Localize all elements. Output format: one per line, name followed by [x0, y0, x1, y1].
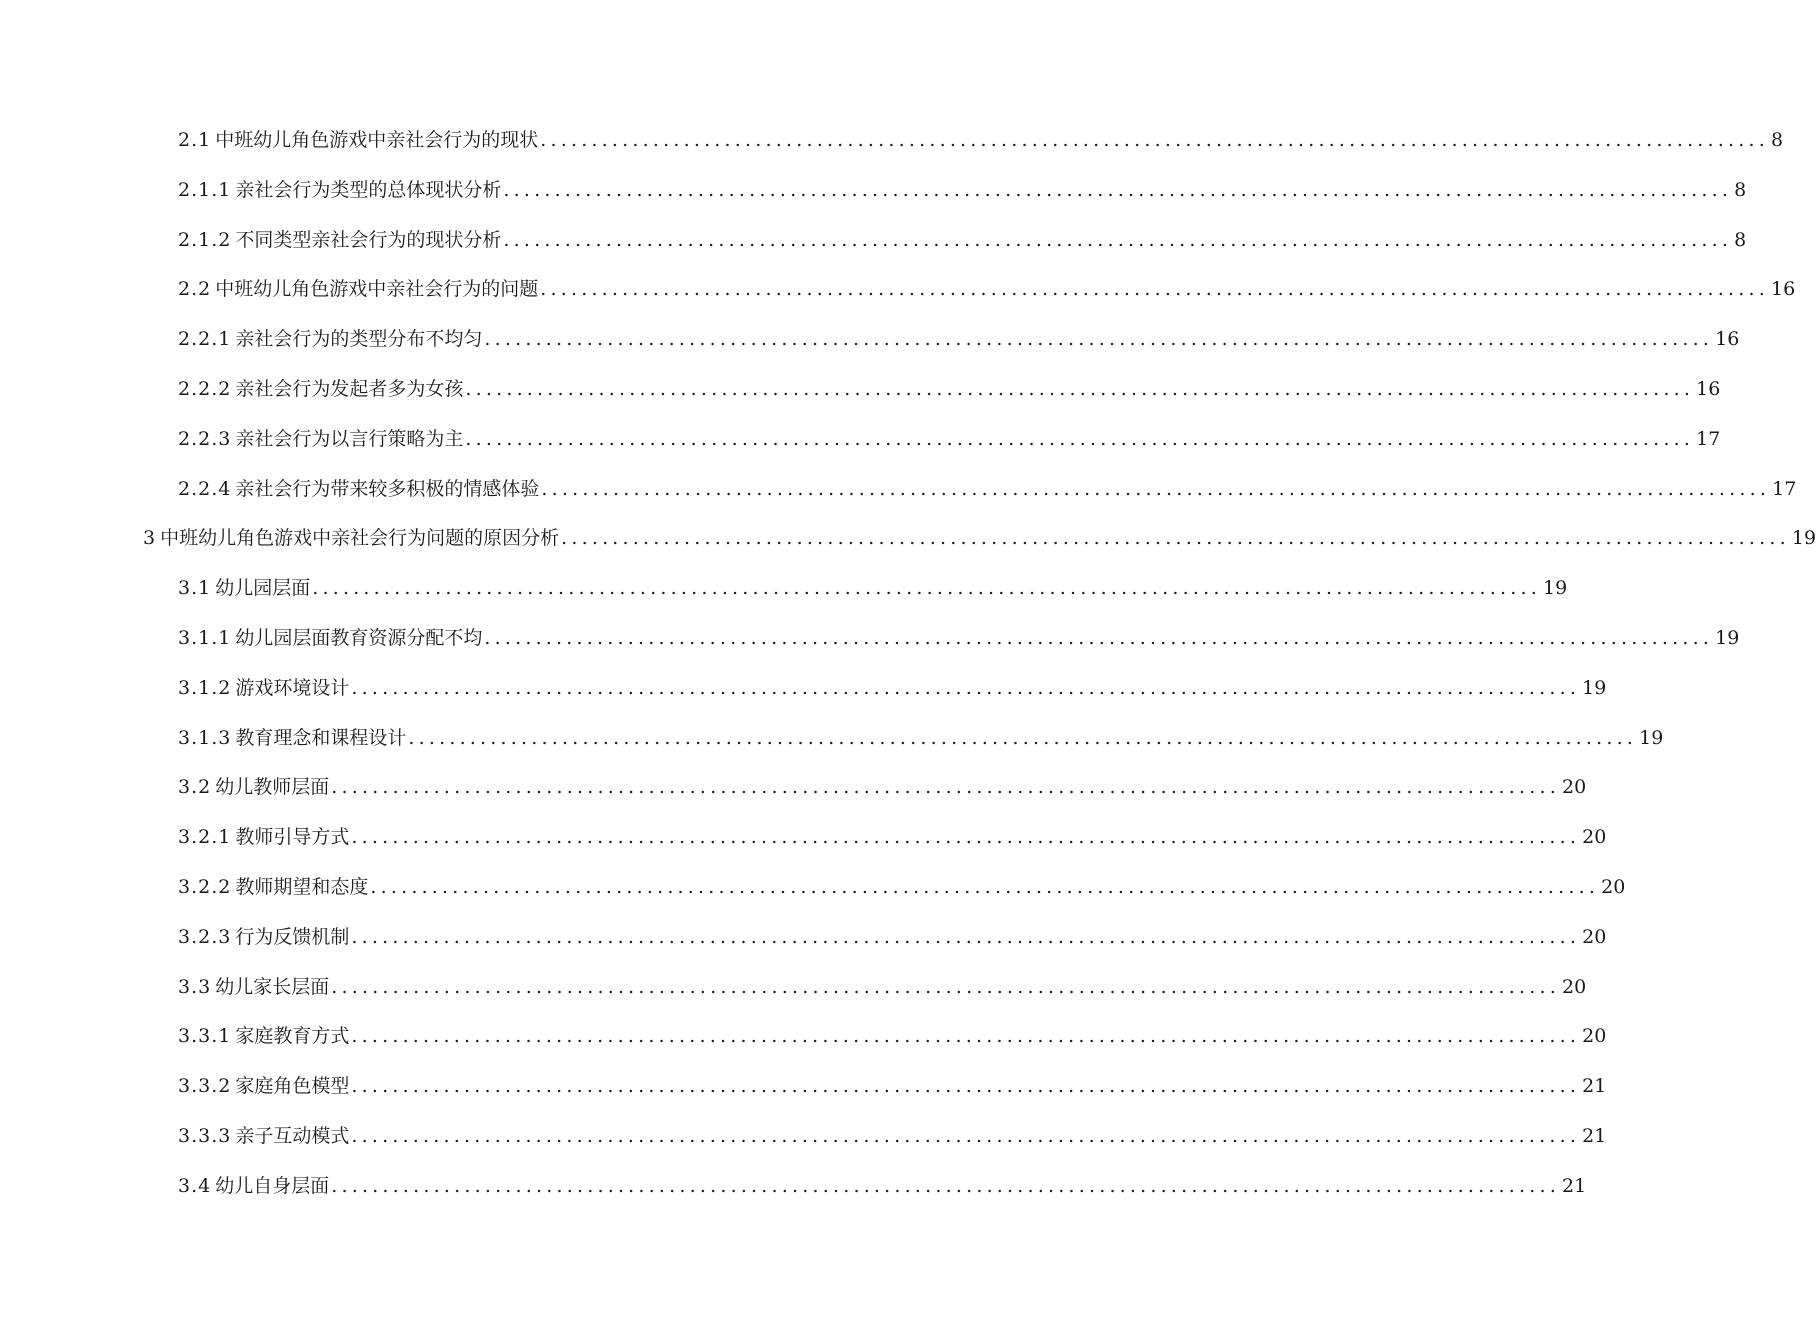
- toc-entry-number: 3.2.3: [178, 925, 232, 948]
- dot-leader: ........................................................................................................................: [351, 676, 1581, 699]
- toc-entry-page: 16: [1770, 278, 1796, 301]
- toc-entry-page: 8: [1734, 228, 1747, 251]
- toc-entry-page: 20: [1582, 1025, 1607, 1048]
- toc-entry-title: 教育理念和课程设计: [235, 726, 407, 749]
- toc-entry-number: 3.1.2: [178, 676, 232, 699]
- dot-leader: ........................................................................................................................: [465, 377, 1695, 400]
- toc-entry-number: 3.3.1: [178, 1025, 232, 1048]
- toc-entry[interactable]: [0, 118, 1784, 168]
- toc-entry-title: 亲子互动模式: [235, 1124, 350, 1147]
- toc-entry-title: 亲社会行为带来较多积极的情感体验: [235, 477, 540, 500]
- toc-entry[interactable]: [0, 218, 1747, 268]
- toc-entry-page: 19: [1582, 676, 1607, 699]
- dot-leader: ........................................................................................................................: [465, 427, 1695, 450]
- toc-entry-page: 16: [1715, 328, 1740, 351]
- toc-entry[interactable]: [0, 417, 1721, 467]
- toc-entry-title: 不同类型亲社会行为的现状分析: [235, 228, 502, 251]
- toc-entry[interactable]: [0, 1164, 1587, 1214]
- dot-leader: ........................................................................................................................: [503, 178, 1733, 201]
- toc-entry-number: 3.1.3: [178, 726, 232, 749]
- toc-entry-page: 19: [1639, 726, 1664, 749]
- toc-entry-number: 2.2.2: [178, 377, 232, 400]
- toc-entry-page: 19: [1715, 626, 1740, 649]
- table-of-contents: [0, 118, 1816, 1214]
- dot-leader: ........................................................................................................................: [331, 776, 1560, 799]
- toc-entry[interactable]: [0, 865, 1626, 915]
- toc-entry[interactable]: [0, 467, 1797, 517]
- toc-entry-number: 2.1.2: [178, 228, 232, 251]
- toc-entry-number: 2.1.1: [178, 178, 232, 201]
- toc-entry-page: 8: [1734, 178, 1747, 201]
- toc-entry-title: 亲社会行为的类型分布不均匀: [235, 328, 483, 351]
- toc-entry[interactable]: [0, 765, 1587, 815]
- toc-entry-page: 8: [1770, 129, 1784, 151]
- toc-entry-number: 2.2.4: [178, 477, 232, 500]
- dot-leader: ........................................................................................................................: [351, 826, 1581, 849]
- toc-entry-title: 亲社会行为以言行策略为主: [235, 427, 464, 450]
- toc-entry[interactable]: [0, 716, 1664, 766]
- toc-entry-page: 20: [1561, 776, 1587, 799]
- toc-entry[interactable]: [0, 616, 1740, 666]
- dot-leader: ........................................................................................................................: [561, 527, 1790, 550]
- toc-entry-page: 21: [1561, 1174, 1587, 1197]
- toc-entry[interactable]: [0, 815, 1607, 865]
- toc-entry[interactable]: [0, 516, 1816, 566]
- toc-entry-number: 3.3: [178, 975, 212, 998]
- dot-leader: ........................................................................................................................: [370, 875, 1600, 898]
- dot-leader: ........................................................................................................................: [484, 328, 1714, 351]
- toc-entry-page: 20: [1582, 826, 1607, 849]
- dot-leader: ........................................................................................................................: [484, 626, 1714, 649]
- toc-entry-number: 2.2.3: [178, 427, 232, 450]
- dot-leader: ........................................................................................................................: [541, 477, 1771, 500]
- toc-entry-title: 亲社会行为发起者多为女孩: [235, 377, 464, 400]
- toc-entry[interactable]: [0, 367, 1721, 417]
- toc-entry-title: 中班幼儿角色游戏中亲社会行为的问题: [215, 278, 539, 301]
- toc-entry[interactable]: [0, 1014, 1607, 1064]
- toc-entry[interactable]: [0, 1064, 1607, 1114]
- toc-entry-number: 2.2: [178, 278, 212, 301]
- toc-entry-number: 3.4: [178, 1174, 212, 1197]
- toc-entry-title: 行为反馈机制: [235, 925, 350, 948]
- toc-entry-title: 家庭教育方式: [235, 1025, 350, 1048]
- dot-leader: ........................................................................................................................: [351, 925, 1581, 948]
- toc-entry-page: 21: [1582, 1124, 1607, 1147]
- toc-entry[interactable]: [0, 965, 1587, 1015]
- toc-entry-title: 游戏环境设计: [235, 676, 350, 699]
- toc-entry-page: 20: [1601, 875, 1626, 898]
- toc-entry-title: 中班幼儿角色游戏中亲社会行为问题的原因分析: [160, 527, 560, 550]
- toc-entry-number: 2.1: [178, 129, 212, 151]
- toc-entry-title: 家庭角色模型: [235, 1075, 350, 1098]
- toc-entry-number: 3: [143, 527, 157, 550]
- toc-entry[interactable]: [0, 1114, 1607, 1164]
- toc-entry-number: 3.3.3: [178, 1124, 232, 1147]
- toc-entry-number: 2.2.1: [178, 328, 232, 351]
- toc-entry-title: 幼儿园层面教育资源分配不均: [235, 626, 483, 649]
- toc-entry-title: 中班幼儿角色游戏中亲社会行为的现状: [215, 129, 539, 151]
- toc-entry[interactable]: [0, 317, 1740, 367]
- toc-entry-page: 20: [1582, 925, 1607, 948]
- toc-entry-page: 16: [1696, 377, 1721, 400]
- dot-leader: ........................................................................................................................: [408, 726, 1638, 749]
- dot-leader: ........................................................................................................................: [351, 1124, 1581, 1147]
- toc-entry-title: 亲社会行为类型的总体现状分析: [235, 178, 502, 201]
- toc-entry-page: 17: [1772, 477, 1797, 500]
- toc-entry-number: 3.1: [178, 577, 212, 600]
- toc-entry[interactable]: [0, 566, 1568, 616]
- toc-entry-number: 3.2.2: [178, 875, 232, 898]
- toc-entry-page: 19: [1791, 527, 1816, 550]
- toc-entry-title: 教师引导方式: [235, 826, 350, 849]
- dot-leader: ........................................................................................................................: [351, 1075, 1581, 1098]
- dot-leader: ........................................................................................................................: [351, 1025, 1581, 1048]
- toc-entry[interactable]: [0, 267, 1796, 317]
- toc-entry-page: 20: [1561, 975, 1587, 998]
- toc-entry-number: 3.2.1: [178, 826, 232, 849]
- dot-leader: ........................................................................................................................: [331, 1174, 1560, 1197]
- toc-entry[interactable]: [0, 168, 1747, 218]
- toc-entry-number: 3.2: [178, 776, 212, 799]
- dot-leader: ........................................................................................................................: [331, 975, 1560, 998]
- toc-entry-title: 幼儿园层面: [215, 577, 311, 600]
- toc-entry-title: 幼儿家长层面: [215, 975, 330, 998]
- toc-entry-title: 教师期望和态度: [235, 875, 369, 898]
- toc-entry-number: 3.1.1: [178, 626, 232, 649]
- toc-entry[interactable]: [0, 666, 1607, 716]
- dot-leader: ........................................................................................................................: [540, 129, 1769, 151]
- toc-entry-title: 幼儿教师层面: [215, 776, 330, 799]
- toc-entry-title: 幼儿自身层面: [215, 1174, 330, 1197]
- toc-entry-page: 21: [1582, 1075, 1607, 1098]
- dot-leader: ........................................................................................................................: [540, 278, 1769, 301]
- dot-leader: ........................................................................................................................: [503, 228, 1733, 251]
- toc-entry-number: 3.3.2: [178, 1075, 232, 1098]
- toc-entry-page: 17: [1696, 427, 1721, 450]
- dot-leader: ........................................................................................................................: [312, 577, 1541, 600]
- toc-entry-page: 19: [1542, 577, 1568, 600]
- toc-entry[interactable]: [0, 915, 1607, 965]
